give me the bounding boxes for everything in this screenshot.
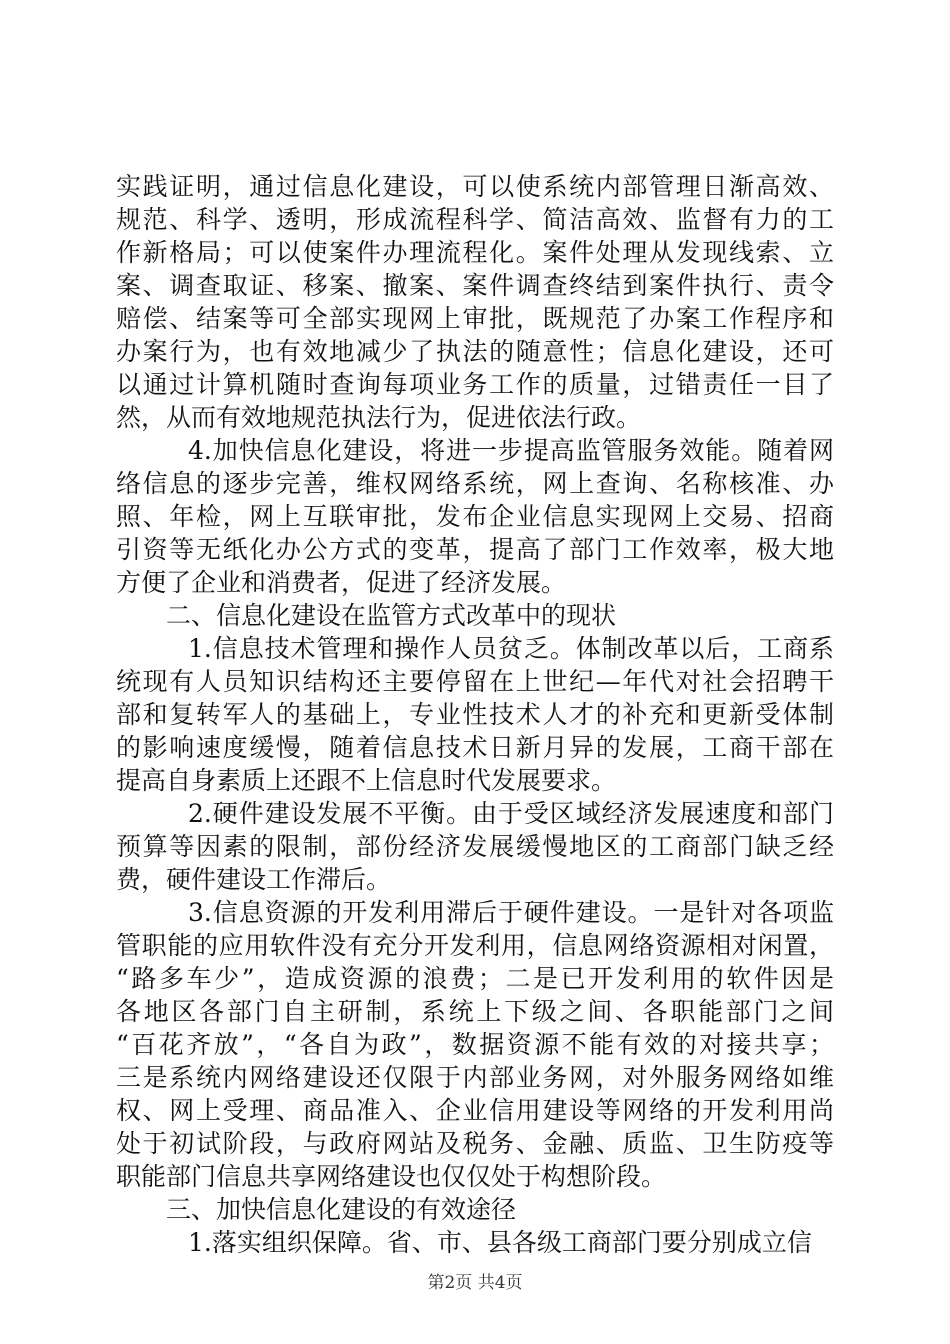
paragraph (116, 632, 834, 797)
text-line: 4.加快信息化建设，将进一步提高监管服务效能。随着网 (188, 436, 834, 465)
text-line: 的影响速度缓慢，随着信息技术日新月异的发展，工商干部在 (116, 733, 834, 762)
text-line: 实践证明，通过信息化建设，可以使系统内部管理日渐高效、 (116, 172, 834, 201)
text-line: 规范、科学、透明，形成流程科学、简洁高效、监督有力的工 (116, 205, 834, 234)
text-line: 引资等无纸化办公方式的变革，提高了部门工作效率，极大地 (116, 535, 834, 564)
text-line: 然，从而有效地规范执法行为，促进依法行政。 (116, 403, 642, 432)
page-footer: 第2页 共4页 (427, 1273, 523, 1293)
text-line: 3.信息资源的开发利用滞后于硬件建设。一是针对各项监 (188, 898, 834, 927)
text-line: “路多车少”，造成资源的浪费；二是已开发利用的软件因是 (116, 964, 834, 993)
text-line: “百花齐放”，“各自为政”，数据资源不能有效的对接共享； (116, 1030, 834, 1059)
text-line: 照、年检，网上互联审批，发布企业信息实现网上交易、招商 (116, 502, 834, 531)
paragraph (116, 170, 834, 434)
text-line: 费，硬件建设工作滞后。 (116, 865, 392, 894)
document-body (116, 170, 834, 1259)
text-line: 管职能的应用软件没有充分开发利用，信息网络资源相对闲置， (116, 931, 834, 960)
text-line: 预算等因素的限制，部份经济发展缓慢地区的工商部门缺乏经 (116, 832, 834, 861)
text-line: 2.硬件建设发展不平衡。由于受区域经济发展速度和部门 (188, 799, 834, 828)
text-line: 二、信息化建设在监管方式改革中的现状 (166, 601, 617, 630)
text-line: 1.信息技术管理和操作人员贫乏。体制改革以后，工商系 (188, 634, 834, 663)
text-line: 方便了企业和消费者，促进了经济发展。 (116, 568, 567, 597)
text-line: 部和复转军人的基础上，专业性技术人才的补充和更新受体制 (116, 700, 834, 729)
paragraph (116, 599, 834, 632)
paragraph (116, 896, 834, 1193)
text-line: 各地区各部门自主研制，系统上下级之间、各职能部门之间 (116, 997, 834, 1026)
text-line: 权、网上受理、商品准入、企业信用建设等网络的开发利用尚 (116, 1096, 834, 1125)
paragraph (116, 434, 834, 599)
text-line: 三、加快信息化建设的有效途径 (166, 1195, 517, 1224)
text-line: 处于初试阶段，与政府网站及税务、金融、质监、卫生防疫等 (116, 1129, 834, 1158)
text-line: 职能部门信息共享网络建设也仅仅处于构想阶段。 (116, 1162, 667, 1191)
text-line: 络信息的逐步完善，维权网络系统，网上查询、名称核准、办 (116, 469, 834, 498)
text-line: 以通过计算机随时查询每项业务工作的质量，过错责任一目了 (116, 370, 834, 399)
paragraph (116, 1193, 834, 1226)
text-line: 三是系统内网络建设还仅限于内部业务网，对外服务网络如维 (116, 1063, 834, 1092)
text-line: 办案行为，也有效地减少了执法的随意性；信息化建设，还可 (116, 337, 834, 366)
paragraph (116, 1226, 834, 1259)
text-line: 案、调查取证、移案、撤案、案件调查终结到案件执行、责令 (116, 271, 834, 300)
text-line: 赔偿、结案等可全部实现网上审批，既规范了办案工作程序和 (116, 304, 834, 333)
text-line: 1.落实组织保障。省、市、县各级工商部门要分别成立信 (188, 1228, 812, 1257)
paragraph (116, 797, 834, 896)
text-line: 统现有人员知识结构还主要停留在上世纪—年代对社会招聘干 (116, 667, 834, 696)
text-line: 提高自身素质上还跟不上信息时代发展要求。 (116, 766, 617, 795)
text-line: 作新格局；可以使案件办理流程化。案件处理从发现线索、立 (116, 238, 834, 267)
